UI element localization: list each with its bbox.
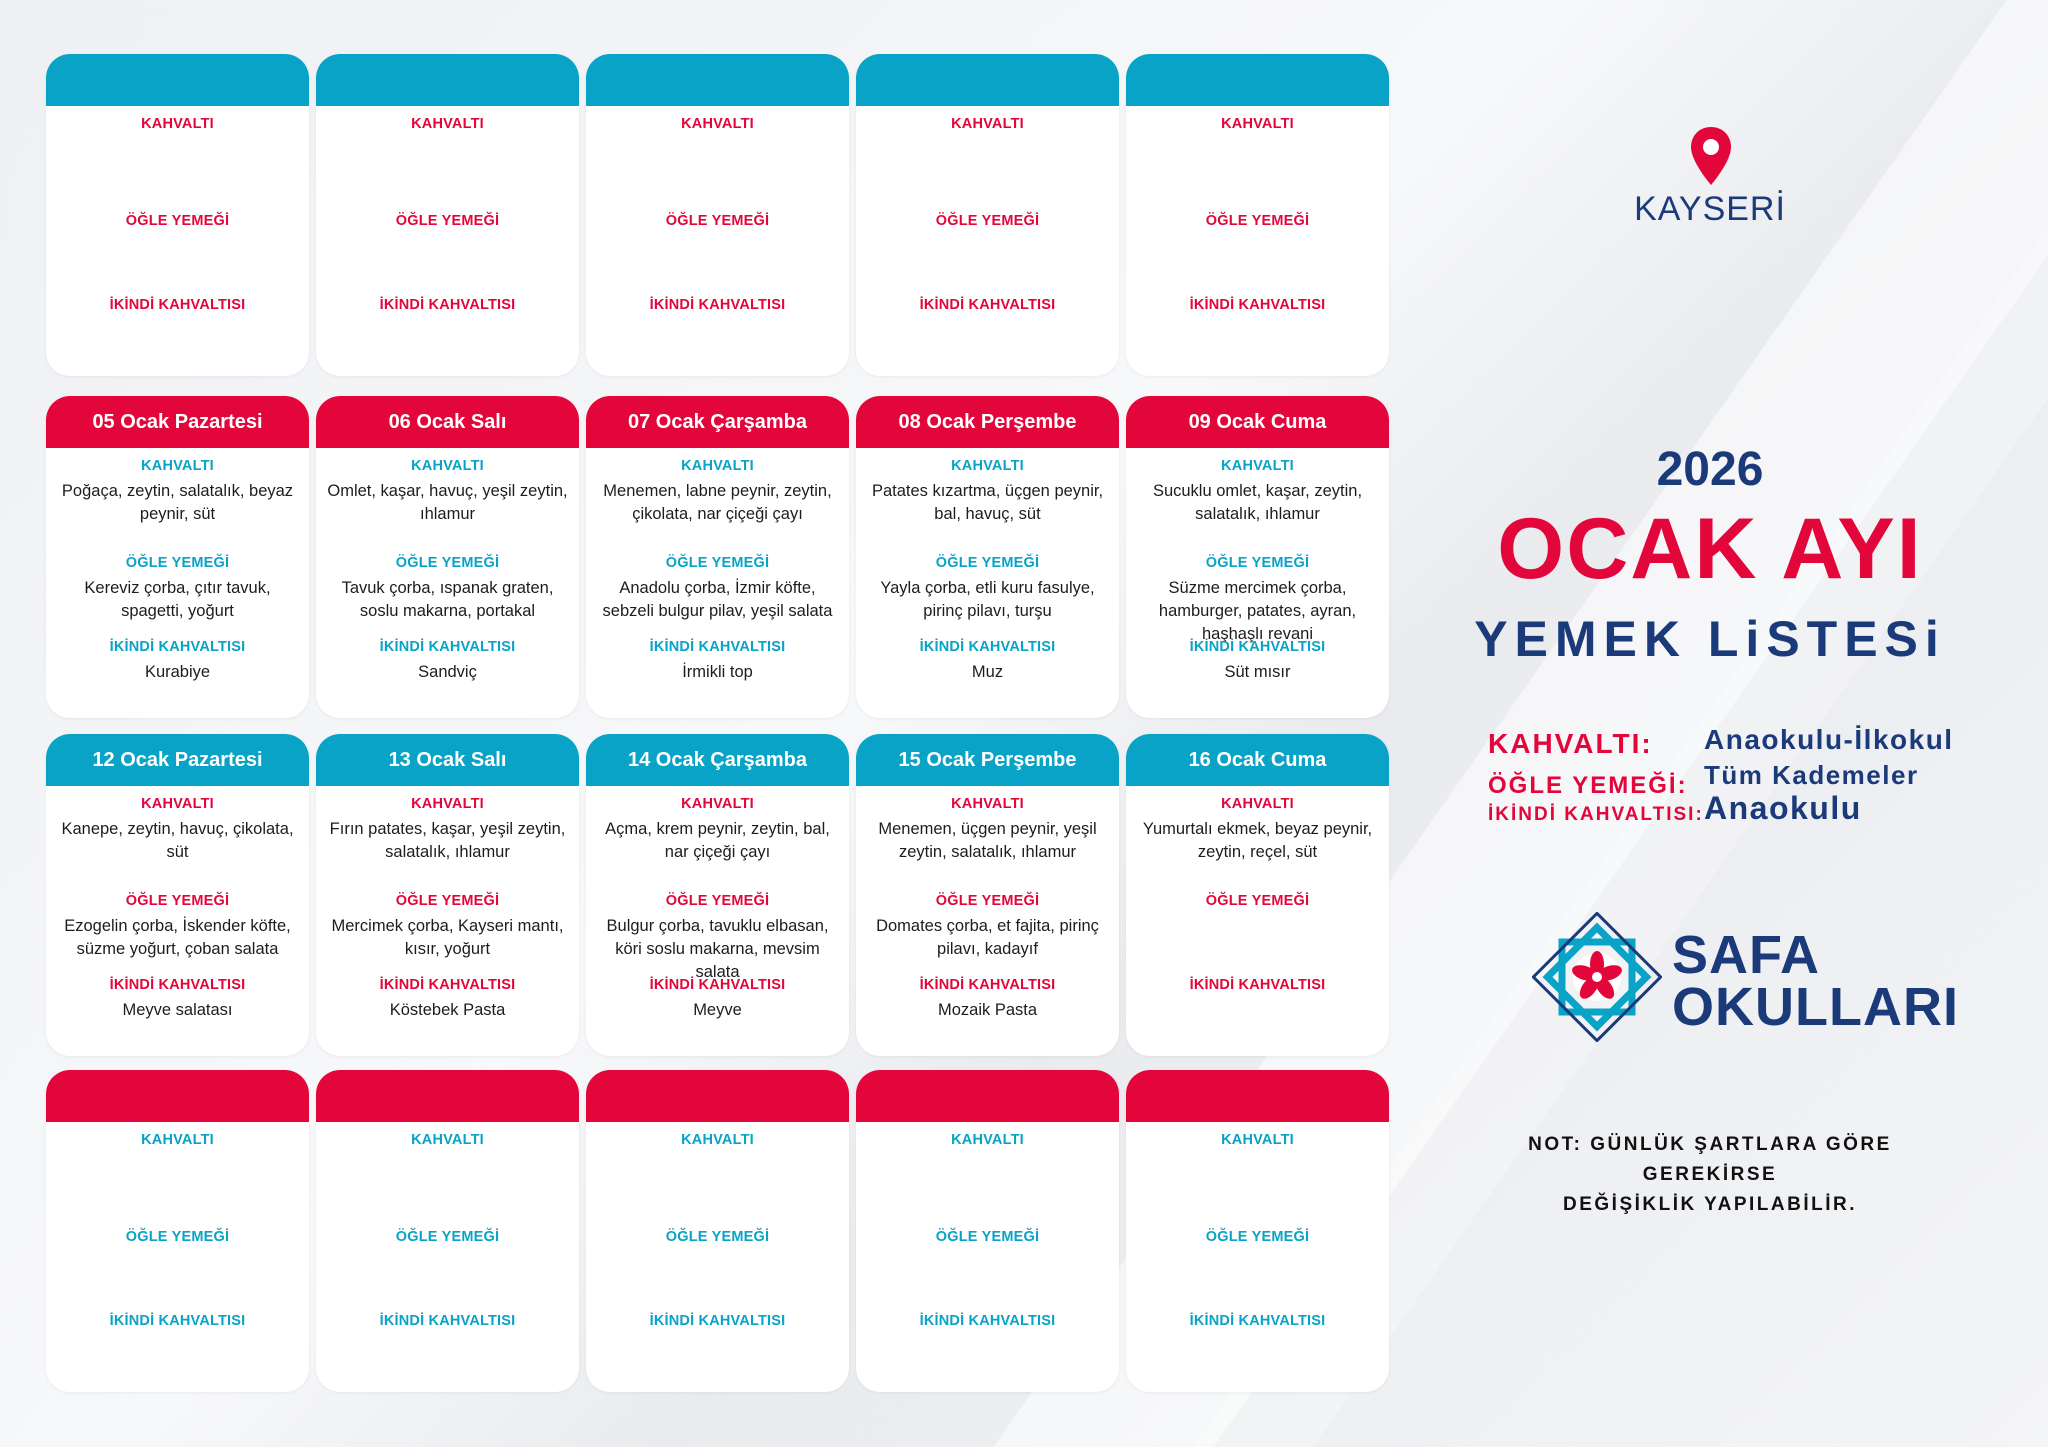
breakfast-label: KAHVALTI: [951, 116, 1024, 132]
breakfast-label: KAHVALTI: [1221, 1132, 1294, 1148]
breakfast-label: KAHVALTI: [1221, 796, 1294, 812]
breakfast-label: KAHVALTI: [411, 1132, 484, 1148]
day-card: [46, 1070, 309, 1392]
snack-label: İKİNDİ KAHVALTISI: [109, 639, 246, 655]
day-card: [46, 54, 309, 376]
lunch-label: ÖĞLE YEMEĞİ: [665, 1229, 770, 1245]
lunch-text: Ezogelin çorba, İskender köfte, süzme yoğurt, çoban salata: [64, 917, 291, 958]
lunch-label: ÖĞLE YEMEĞİ: [665, 555, 770, 571]
snack-label: İKİNDİ KAHVALTISI: [649, 639, 786, 655]
snack-label: İKİNDİ KAHVALTISI: [919, 639, 1056, 655]
city-name: KAYSERİ: [1634, 190, 1786, 228]
day-title: 09 Ocak Cuma: [1126, 396, 1389, 448]
snack-label: İKİNDİ KAHVALTISI: [379, 297, 516, 313]
lunch-label: ÖĞLE YEMEĞİ: [1205, 555, 1310, 571]
day-title: [1126, 1070, 1389, 1122]
breakfast-label: KAHVALTI: [411, 116, 484, 132]
day-card: [586, 734, 849, 1056]
day-title: 14 Ocak Çarşamba: [586, 734, 849, 786]
breakfast-label: KAHVALTI: [411, 458, 484, 474]
day-card: [1126, 1070, 1389, 1392]
day-card: [586, 1070, 849, 1392]
lunch-label: ÖĞLE YEMEĞİ: [1205, 1229, 1310, 1245]
lunch-text: Kereviz çorba, çıtır tavuk, spagetti, yoğurt: [84, 579, 271, 620]
day-title: 16 Ocak Cuma: [1126, 734, 1389, 786]
breakfast-label: KAHVALTI: [681, 458, 754, 474]
day-title: [586, 1070, 849, 1122]
lunch-text: Yayla çorba, etli kuru fasulye, pirinç pilavı, turşu: [880, 579, 1095, 620]
lunch-text: Mercimek çorba, Kayseri mantı, kısır, yoğurt: [331, 917, 564, 958]
snack-label: İKİNDİ KAHVALTISI: [1189, 1313, 1326, 1329]
legend-value-lunch: Tüm Kademeler: [1704, 760, 1919, 790]
breakfast-label: KAHVALTI: [1221, 116, 1294, 132]
month-title: OCAK AYI: [1497, 501, 1923, 597]
day-card: [316, 396, 579, 718]
lunch-label: ÖĞLE YEMEĞİ: [125, 1229, 230, 1245]
breakfast-text: Omlet, kaşar, havuç, yeşil zeytin, ıhlamur: [327, 482, 568, 523]
snack-label: İKİNDİ KAHVALTISI: [379, 639, 516, 655]
lunch-label: ÖĞLE YEMEĞİ: [125, 555, 230, 571]
breakfast-text: Fırın patates, kaşar, yeşil zeytin, salatalık, ıhlamur: [329, 820, 566, 861]
lunch-text: Anadolu çorba, İzmir köfte, sebzeli bulgur pilav, yeşil salata: [602, 579, 833, 620]
breakfast-label: KAHVALTI: [951, 1132, 1024, 1148]
lunch-label: ÖĞLE YEMEĞİ: [1205, 213, 1310, 229]
lunch-label: ÖĞLE YEMEĞİ: [395, 893, 500, 909]
breakfast-text: Sucuklu omlet, kaşar, zeytin, salatalık, ıhlamur: [1152, 482, 1363, 523]
breakfast-label: KAHVALTI: [141, 796, 214, 812]
day-title: 15 Ocak Perşembe: [856, 734, 1119, 786]
day-title: 07 Ocak Çarşamba: [586, 396, 849, 448]
lunch-label: ÖĞLE YEMEĞİ: [935, 1229, 1040, 1245]
snack-label: İKİNDİ KAHVALTISI: [109, 297, 246, 313]
breakfast-label: KAHVALTI: [681, 1132, 754, 1148]
day-card: [586, 54, 849, 376]
menu-grid: [46, 54, 1392, 1394]
snack-label: İKİNDİ KAHVALTISI: [649, 1313, 786, 1329]
day-card: [316, 54, 579, 376]
lunch-label: ÖĞLE YEMEĞİ: [125, 213, 230, 229]
lunch-label: ÖĞLE YEMEĞİ: [395, 555, 500, 571]
lunch-label: ÖĞLE YEMEĞİ: [395, 213, 500, 229]
year-label: 2026: [1656, 443, 1764, 496]
snack-label: İKİNDİ KAHVALTISI: [1189, 977, 1326, 993]
legend-value-breakfast: Anaokulu-İlkokul: [1704, 724, 1954, 755]
lunch-label: ÖĞLE YEMEĞİ: [935, 213, 1040, 229]
brand-line2: OKULLARI: [1672, 977, 1959, 1037]
snack-label: İKİNDİ KAHVALTISI: [109, 1313, 246, 1329]
day-title: [316, 1070, 579, 1122]
snack-text: Sandviç: [418, 663, 477, 681]
snack-label: İKİNDİ KAHVALTISI: [1189, 639, 1326, 655]
breakfast-text: Yumurtalı ekmek, beyaz peynir, zeytin, reçel, süt: [1142, 820, 1373, 861]
lunch-text: Süzme mercimek çorba, hamburger, patates, ayran, haşhaşlı revani: [1158, 579, 1357, 643]
snack-text: Mozaik Pasta: [937, 1001, 1038, 1019]
breakfast-text: Açma, krem peynir, zeytin, bal, nar çiçeği çayı: [605, 820, 830, 861]
lunch-label: ÖĞLE YEMEĞİ: [935, 555, 1040, 571]
day-title: [316, 54, 579, 106]
day-card: [1126, 54, 1389, 376]
day-card: [1126, 396, 1389, 718]
day-card: [586, 396, 849, 718]
day-title: 05 Ocak Pazartesi: [46, 396, 309, 448]
snack-label: İKİNDİ KAHVALTISI: [649, 977, 786, 993]
day-title: [1126, 54, 1389, 106]
day-title: 06 Ocak Salı: [316, 396, 579, 448]
brand-line1: SAFA: [1672, 925, 1821, 985]
day-card: [856, 396, 1119, 718]
day-card: [856, 54, 1119, 376]
lunch-label: ÖĞLE YEMEĞİ: [665, 213, 770, 229]
note-line1: NOT: GÜNLÜK ŞARTLARA GÖRE GEREKİRSE: [1528, 1134, 1892, 1185]
lunch-label: ÖĞLE YEMEĞİ: [395, 1229, 500, 1245]
snack-text: Meyve: [693, 1001, 742, 1019]
breakfast-text: Poğaça, zeytin, salatalık, beyaz peynir, süt: [61, 482, 294, 523]
snack-label: İKİNDİ KAHVALTISI: [919, 1313, 1056, 1329]
breakfast-label: KAHVALTI: [1221, 458, 1294, 474]
breakfast-text: Patates kızartma, üçgen peynir, bal, havuç, süt: [871, 482, 1104, 523]
day-title: [856, 54, 1119, 106]
breakfast-text: Menemen, üçgen peynir, yeşil zeytin, salatalık, ıhlamur: [878, 820, 1097, 861]
day-card: [46, 396, 309, 718]
breakfast-label: KAHVALTI: [141, 1132, 214, 1148]
breakfast-label: KAHVALTI: [681, 116, 754, 132]
snack-label: İKİNDİ KAHVALTISI: [379, 977, 516, 993]
breakfast-label: KAHVALTI: [951, 458, 1024, 474]
day-card: [316, 1070, 579, 1392]
breakfast-label: KAHVALTI: [141, 116, 214, 132]
breakfast-label: KAHVALTI: [411, 796, 484, 812]
day-title: 12 Ocak Pazartesi: [46, 734, 309, 786]
day-title: [586, 54, 849, 106]
snack-label: İKİNDİ KAHVALTISI: [649, 297, 786, 313]
snack-text: Köstebek Pasta: [389, 1001, 506, 1019]
breakfast-label: KAHVALTI: [951, 796, 1024, 812]
day-title: 13 Ocak Salı: [316, 734, 579, 786]
day-title: 08 Ocak Perşembe: [856, 396, 1119, 448]
lunch-text: Tavuk çorba, ıspanak graten, soslu makarna, portakal: [341, 579, 554, 620]
lunch-text: Bulgur çorba, tavuklu elbasan, köri soslu makarna, mevsim salata: [606, 917, 829, 981]
legend-label-snack: İKİNDİ KAHVALTISI:: [1488, 804, 1704, 825]
lunch-label: ÖĞLE YEMEĞİ: [935, 893, 1040, 909]
day-card: [856, 1070, 1119, 1392]
snack-label: İKİNDİ KAHVALTISI: [109, 977, 246, 993]
day-card: [856, 734, 1119, 1056]
day-card: [1126, 734, 1389, 1056]
safa-logo-icon: [1532, 912, 1662, 1042]
location-pin-icon: [1688, 125, 1734, 187]
snack-label: İKİNDİ KAHVALTISI: [919, 297, 1056, 313]
day-card: [316, 734, 579, 1056]
day-title: [46, 54, 309, 106]
breakfast-text: Kanepe, zeytin, havuç, çikolata, süt: [61, 820, 294, 861]
snack-text: Muz: [971, 663, 1004, 681]
lunch-text: Domates çorba, et fajita, pirinç pilavı, kadayıf: [876, 917, 1099, 958]
note: [1460, 1130, 1960, 1220]
snack-text: Süt mısır: [1224, 663, 1291, 681]
breakfast-label: KAHVALTI: [681, 796, 754, 812]
day-card: [46, 734, 309, 1056]
breakfast-label: KAHVALTI: [141, 458, 214, 474]
list-subtitle: YEMEK LiSTESi: [1474, 611, 1946, 667]
snack-text: Meyve salatası: [122, 1001, 233, 1019]
legend-label-breakfast: KAHVALTI:: [1488, 728, 1653, 759]
day-title: [856, 1070, 1119, 1122]
snack-label: İKİNDİ KAHVALTISI: [919, 977, 1056, 993]
note-line2: DEĞİŞİKLİK YAPILABİLİR.: [1563, 1194, 1857, 1215]
day-title: [46, 1070, 309, 1122]
snack-text: Kurabiye: [144, 663, 211, 681]
snack-label: İKİNDİ KAHVALTISI: [1189, 297, 1326, 313]
lunch-label: ÖĞLE YEMEĞİ: [125, 893, 230, 909]
lunch-label: ÖĞLE YEMEĞİ: [665, 893, 770, 909]
legend-value-snack: Anaokulu: [1704, 790, 1862, 826]
breakfast-text: Menemen, labne peynir, zeytin, çikolata, nar çiçeği çayı: [603, 482, 832, 523]
lunch-label: ÖĞLE YEMEĞİ: [1205, 893, 1310, 909]
snack-label: İKİNDİ KAHVALTISI: [379, 1313, 516, 1329]
snack-text: İrmikli top: [682, 663, 753, 681]
legend-label-lunch: ÖĞLE YEMEĞİ:: [1488, 772, 1688, 799]
